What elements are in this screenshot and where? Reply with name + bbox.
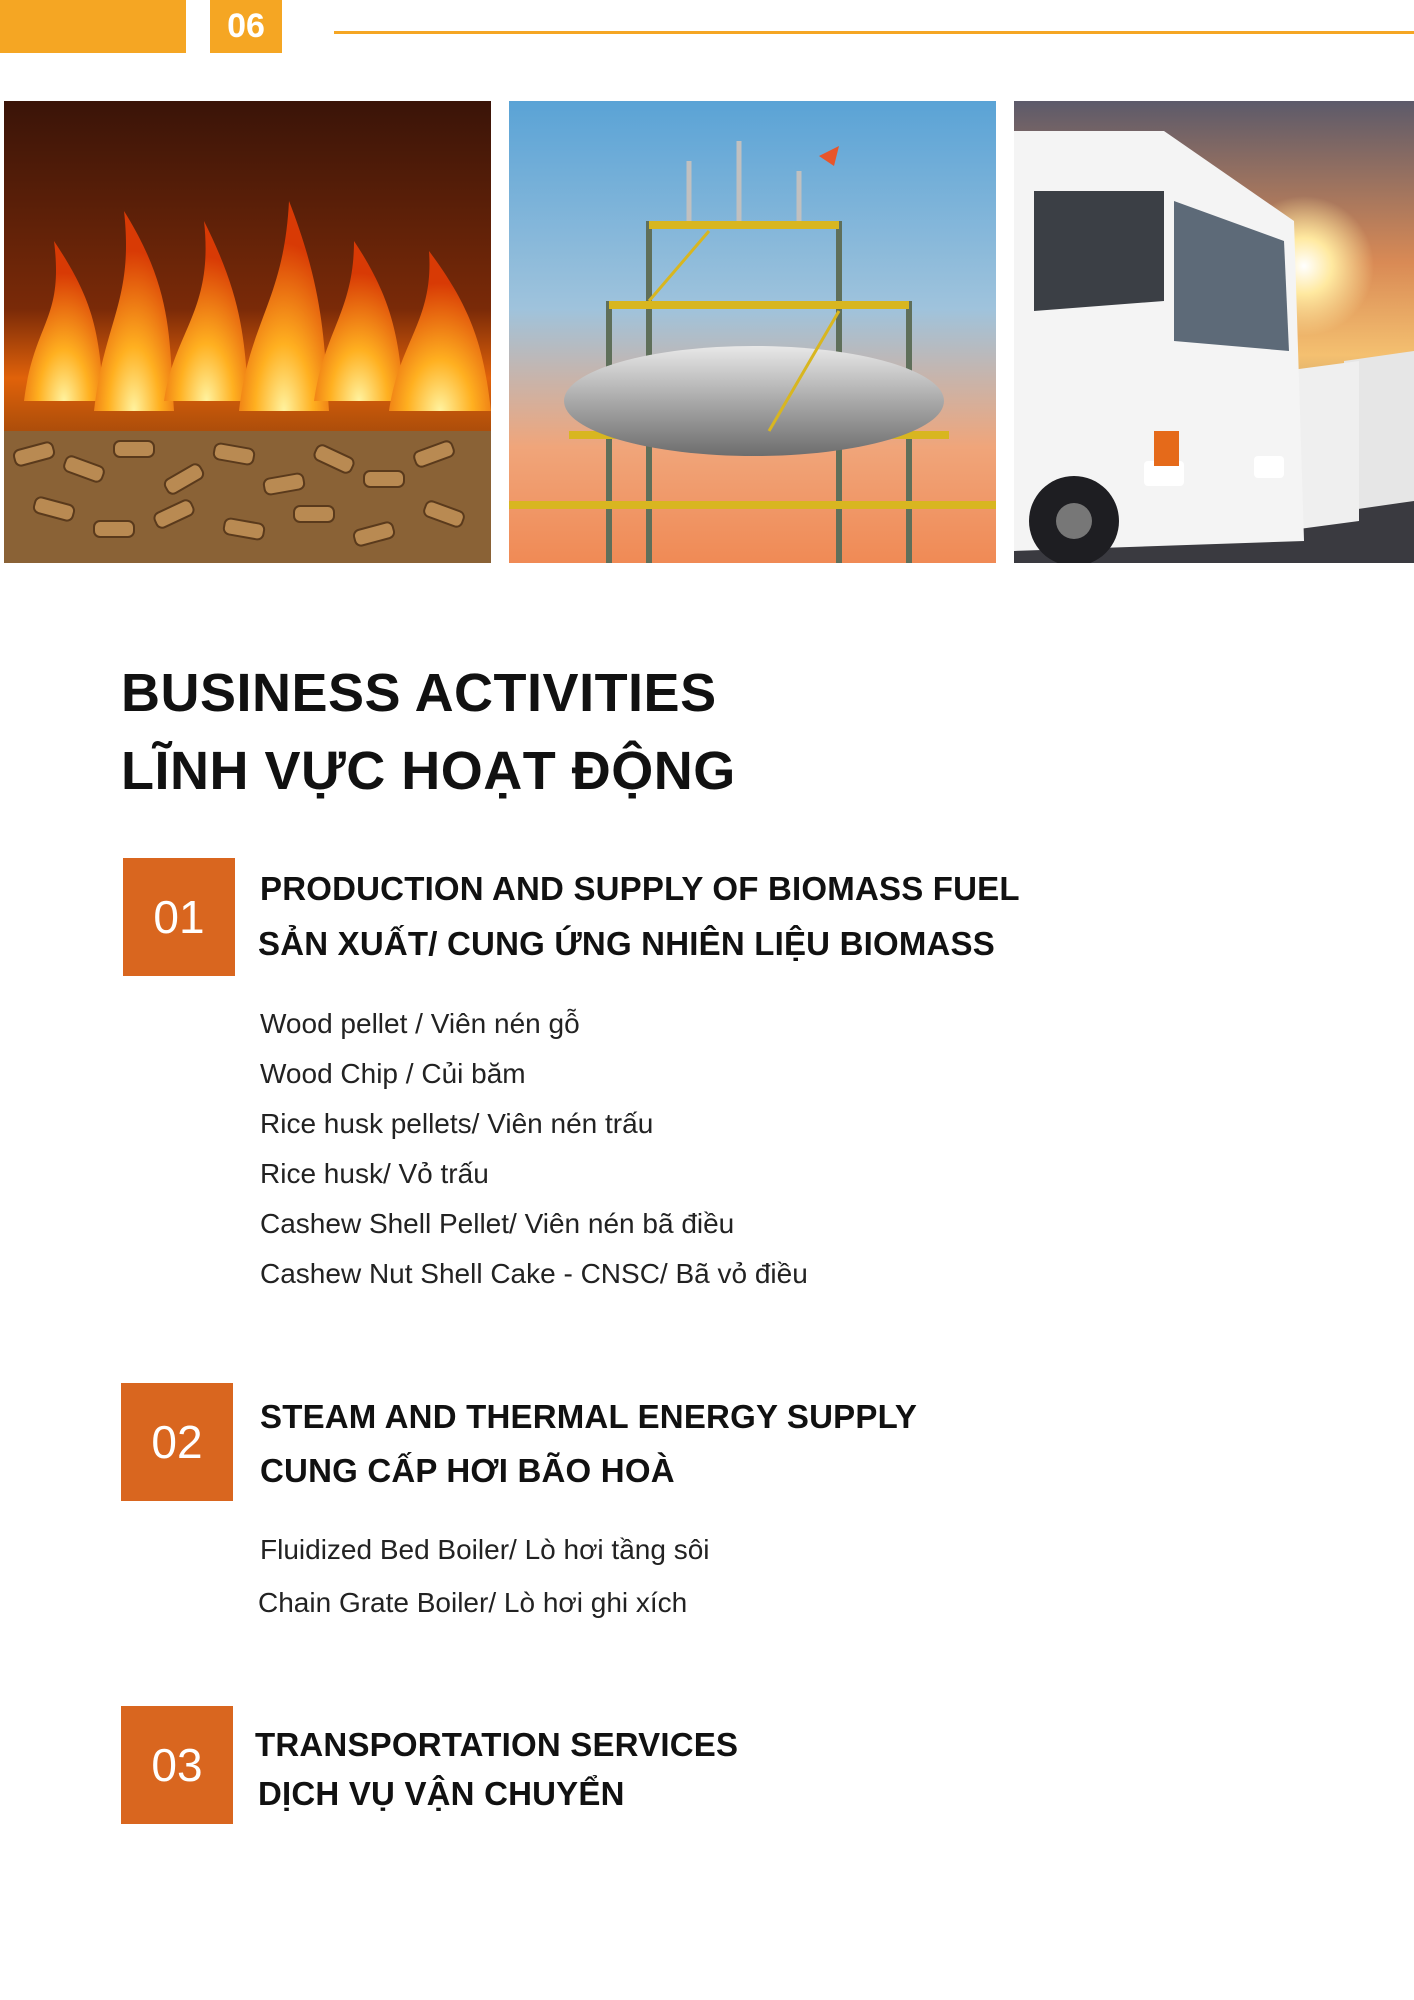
section-number-badge: 03: [121, 1706, 233, 1824]
list-item: Rice husk/ Vỏ trấu: [260, 1158, 489, 1189]
section-title-vi: DỊCH VỤ VẬN CHUYỂN: [258, 1775, 625, 1812]
section-number-badge: 02: [121, 1383, 233, 1501]
list-item: Cashew Nut Shell Cake - CNSC/ Bã vỏ điều: [260, 1258, 808, 1289]
section-title-en: TRANSPORTATION SERVICES: [255, 1726, 739, 1763]
list-item: Wood Chip / Củi băm: [260, 1058, 526, 1089]
section-title-vi: SẢN XUẤT/ CUNG ỨNG NHIÊN LIỆU BIOMASS: [258, 925, 995, 962]
industrial-boiler-plant-photo: [509, 101, 996, 563]
wood-pellets-fire-photo: [4, 101, 491, 563]
list-item: Rice husk pellets/ Viên nén trấu: [260, 1108, 654, 1139]
section-title-vi: CUNG CẤP HƠI BÃO HOÀ: [260, 1452, 675, 1489]
page-heading-en: BUSINESS ACTIVITIES: [121, 663, 717, 723]
trucks-fleet-photo: [1014, 101, 1414, 563]
list-item: Wood pellet / Viên nén gỗ: [260, 1008, 580, 1039]
section-title-en: PRODUCTION AND SUPPLY OF BIOMASS FUEL: [260, 870, 1020, 907]
page-number: 06: [210, 0, 282, 53]
list-item: Chain Grate Boiler/ Lò hơi ghi xích: [258, 1587, 688, 1618]
list-item: Fluidized Bed Boiler/ Lò hơi tầng sôi: [260, 1534, 710, 1565]
section-number-badge: 01: [123, 858, 235, 976]
page-heading-vi: LĨNH VỰC HOẠT ĐỘNG: [121, 741, 736, 801]
header-rule: [334, 31, 1414, 34]
section-title-en: STEAM AND THERMAL ENERGY SUPPLY: [260, 1398, 918, 1435]
header-accent-bar: [0, 0, 186, 53]
list-item: Cashew Shell Pellet/ Viên nén bã điều: [260, 1208, 735, 1239]
